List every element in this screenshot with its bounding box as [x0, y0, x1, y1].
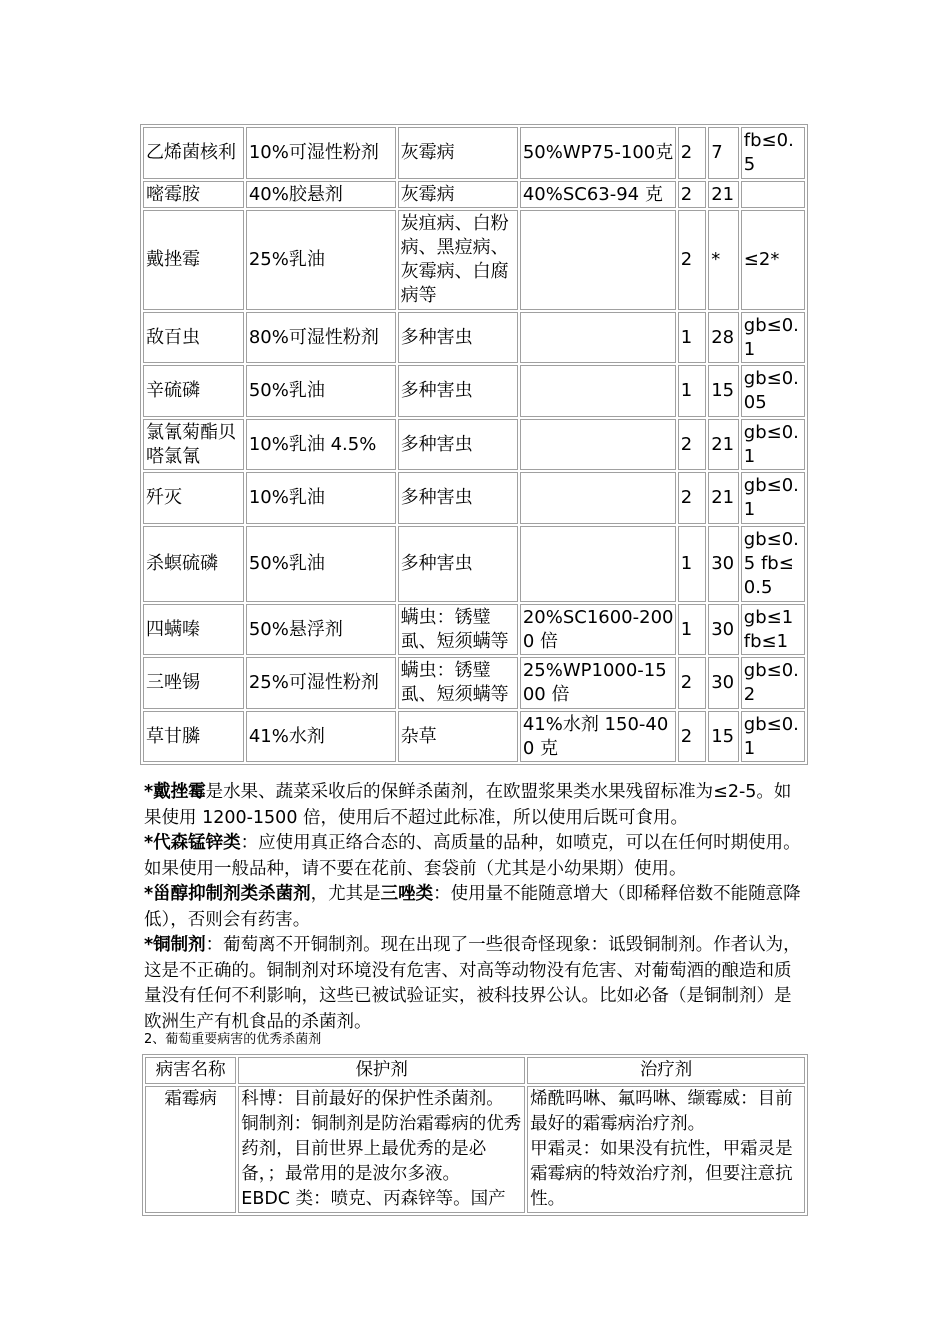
- interval-cell: 30: [708, 526, 739, 602]
- formulation-cell: 50%悬浮剂: [246, 604, 396, 655]
- formulation-cell: 10%可湿性粉剂: [246, 127, 396, 179]
- table-row: [143, 312, 805, 363]
- note-text: ：应使用真正络合态的、高质量的品种，如喷克，可以在任何时期使用。如果使用一般品种，请不要在花前、套袋前（尤其是小幼果期）使用。: [144, 833, 801, 879]
- note-heading-secondary: 三唑类: [380, 884, 434, 904]
- formulation-cell: 80%可湿性粉剂: [246, 312, 396, 363]
- section-subtitle: 2、葡萄重要病害的优秀杀菌剂: [144, 1032, 322, 1047]
- formulation-cell: 10%乳油 4.5%: [246, 419, 396, 470]
- pesticide-name-cell: 氯氰菊酯贝嗒氯氰: [143, 419, 244, 470]
- formulation-cell: 50%乳油: [246, 526, 396, 602]
- table-row: [143, 711, 805, 762]
- target-cell: 杂草: [398, 711, 518, 762]
- residue-cell: gb≤0.2: [741, 657, 805, 709]
- times-cell: 1: [678, 312, 707, 363]
- interval-cell: 15: [708, 365, 739, 417]
- pesticide-name-cell: 三唑锡: [143, 657, 244, 709]
- residue-cell: fb≤0.5: [741, 127, 805, 179]
- pesticide-name-cell: 戴挫霉: [143, 210, 244, 310]
- formulation-cell: 40%胶悬剂: [246, 181, 396, 208]
- interval-cell: 21: [708, 419, 739, 470]
- table-row: [143, 657, 805, 709]
- note-heading: *甾醇抑制剂类杀菌剂: [144, 884, 311, 904]
- pesticide-name-cell: 乙烯菌核利: [143, 127, 244, 179]
- times-cell: 1: [678, 604, 707, 655]
- table-row: [143, 210, 805, 310]
- times-cell: 2: [678, 127, 707, 179]
- residue-cell: ≤2*: [741, 210, 805, 310]
- dosage-cell: [520, 365, 676, 417]
- residue-cell: gb≤0.1: [741, 419, 805, 470]
- table-row: [143, 472, 805, 524]
- times-cell: 2: [678, 210, 707, 310]
- interval-cell: *: [708, 210, 739, 310]
- therapeutic-line: 甲霜灵：如果没有抗性，甲霜灵是霜霉病的特效治疗剂，但要注意抗性。: [530, 1139, 793, 1209]
- dosage-cell: 40%SC63-94 克: [520, 181, 676, 208]
- therapeutic-line: 烯酰吗啉、氟吗啉、缬霉威：目前最好的霜霉病治疗剂。: [530, 1089, 793, 1134]
- dosage-cell: 25%WP1000-1500 倍: [520, 657, 676, 709]
- note-dai-cuo-mei: [144, 780, 808, 831]
- pesticide-name-cell: 四螨嗪: [143, 604, 244, 655]
- interval-cell: 28: [708, 312, 739, 363]
- therapeutic-cell: [527, 1086, 805, 1213]
- dosage-cell: [520, 419, 676, 470]
- target-cell: 螨虫：锈璧虱、短须螨等: [398, 604, 518, 655]
- table-row: [143, 604, 805, 655]
- pesticide-name-cell: 歼灭: [143, 472, 244, 524]
- formulation-cell: 25%可湿性粉剂: [246, 657, 396, 709]
- interval-cell: 21: [708, 181, 739, 208]
- target-cell: 灰霉病: [398, 127, 518, 179]
- times-cell: 2: [678, 181, 707, 208]
- formulation-cell: 25%乳油: [246, 210, 396, 310]
- times-cell: 1: [678, 365, 707, 417]
- disease-table-header: [145, 1057, 805, 1084]
- table-row: [143, 365, 805, 417]
- note-dai-sen-meng-xin: [144, 831, 808, 882]
- times-cell: 2: [678, 711, 707, 762]
- residue-cell: [741, 181, 805, 208]
- table-row: [143, 419, 805, 470]
- pesticide-table: [140, 124, 808, 765]
- dosage-cell: [520, 210, 676, 310]
- protectant-line: 铜制剂：铜制剂是防治霜霉病的优秀药剂，目前世界上最优秀的是必备，；最常用的是波尔多液。: [241, 1114, 522, 1184]
- times-cell: 2: [678, 657, 707, 709]
- pesticide-name-cell: 敌百虫: [143, 312, 244, 363]
- dosage-cell: 41%水剂 150-400 克: [520, 711, 676, 762]
- table-row: [143, 181, 805, 208]
- formulation-cell: 50%乳油: [246, 365, 396, 417]
- interval-cell: 15: [708, 711, 739, 762]
- interval-cell: 30: [708, 657, 739, 709]
- interval-cell: 7: [708, 127, 739, 179]
- disease-table: [142, 1054, 808, 1216]
- formulation-cell: 10%乳油: [246, 472, 396, 524]
- note-text: 是水果、蔬菜采收后的保鲜杀菌剂，在欧盟浆果类水果残留标准为≤2-5。如果使用 1200-1500 倍，使用后不超过此标准，所以使用后既可食用。: [144, 782, 792, 828]
- dosage-cell: [520, 472, 676, 524]
- residue-cell: gb≤0.1: [741, 312, 805, 363]
- target-cell: 炭疽病、白粉病、黑痘病、灰霉病、白腐病等: [398, 210, 518, 310]
- protectant-line: EBDC 类：喷克、丙森锌等。国产: [241, 1189, 506, 1209]
- pesticide-name-cell: 辛硫磷: [143, 365, 244, 417]
- pesticide-name-cell: 草甘膦: [143, 711, 244, 762]
- target-cell: 多种害虫: [398, 419, 518, 470]
- disease-name-cell: 霜霉病: [145, 1086, 236, 1213]
- formulation-cell: 41%水剂: [246, 711, 396, 762]
- interval-cell: 30: [708, 604, 739, 655]
- residue-cell: gb≤0.1: [741, 711, 805, 762]
- header-therapeutic: 治疗剂: [527, 1057, 805, 1084]
- target-cell: 多种害虫: [398, 526, 518, 602]
- note-heading: *戴挫霉: [144, 782, 206, 802]
- note-tong-zhi-ji: [144, 933, 808, 1035]
- header-disease-name: 病害名称: [145, 1057, 236, 1084]
- residue-cell: gb≤0.5 fb≤0.5: [741, 526, 805, 602]
- disease-row: [145, 1086, 805, 1213]
- header-protectant: 保护剂: [238, 1057, 525, 1084]
- times-cell: 1: [678, 526, 707, 602]
- note-zai-chun: [144, 882, 808, 933]
- dosage-cell: 50%WP75-100克: [520, 127, 676, 179]
- target-cell: 多种害虫: [398, 472, 518, 524]
- note-heading: *铜制剂: [144, 935, 206, 955]
- times-cell: 2: [678, 419, 707, 470]
- table-row: [143, 127, 805, 179]
- notes-section: [144, 780, 808, 1035]
- note-text: ：使用量不能随意增大（即稀释倍数不能随意降低），否则会有药害。: [144, 884, 801, 930]
- protectant-cell: [238, 1086, 525, 1213]
- residue-cell: gb≤1 fb≤1: [741, 604, 805, 655]
- note-heading: *代森锰锌类: [144, 833, 241, 853]
- dosage-cell: [520, 526, 676, 602]
- note-text: ，尤其是: [310, 884, 381, 904]
- table-row: [143, 526, 805, 602]
- target-cell: 多种害虫: [398, 365, 518, 417]
- target-cell: 多种害虫: [398, 312, 518, 363]
- dosage-cell: [520, 312, 676, 363]
- pesticide-name-cell: 杀螟硫磷: [143, 526, 244, 602]
- note-text: ：葡萄离不开铜制剂。现在出现了一些很奇怪现象：诋毁铜制剂。作者认为，这是不正确的。铜制剂对环境没有危害、对高等动物没有危害、对葡萄酒的酿造和质量没有任何不利影响，这些已被试验证实，被科技界公认。比如必备（是铜制剂）是欧洲生产有机食品的杀菌剂。: [144, 935, 801, 1032]
- times-cell: 2: [678, 472, 707, 524]
- residue-cell: gb≤0.1: [741, 472, 805, 524]
- dosage-cell: 20%SC1600-2000 倍: [520, 604, 676, 655]
- interval-cell: 21: [708, 472, 739, 524]
- target-cell: 灰霉病: [398, 181, 518, 208]
- pesticide-name-cell: 嘧霉胺: [143, 181, 244, 208]
- target-cell: 螨虫：锈璧虱、短须螨等: [398, 657, 518, 709]
- protectant-line: 科博：目前最好的保护性杀菌剂。: [241, 1089, 504, 1109]
- residue-cell: gb≤0.05: [741, 365, 805, 417]
